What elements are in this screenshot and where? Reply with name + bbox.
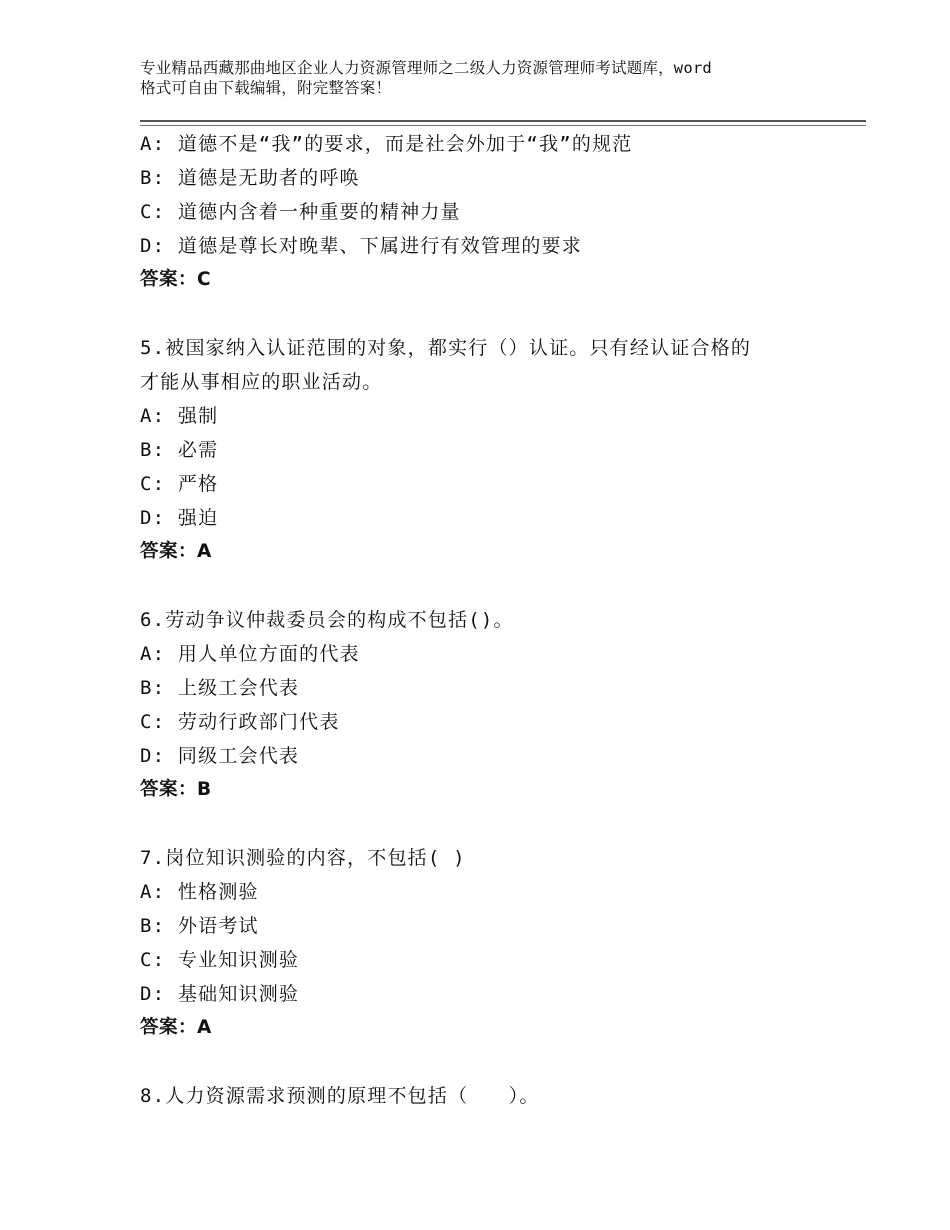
option-a: A: 用人单位方面的代表 [140, 643, 360, 665]
option-d: D: 同级工会代表 [140, 745, 300, 767]
header-divider-thick [140, 120, 866, 122]
question-5 [140, 331, 840, 569]
question-stem: 8.人力资源需求预测的原理不包括（ ）。 [140, 1085, 540, 1107]
option-b: B: 上级工会代表 [140, 677, 300, 699]
option-c: C: 劳动行政部门代表 [140, 711, 340, 733]
header-title-line-2: 格式可自由下载编辑，附完整答案！ [140, 79, 392, 97]
header-divider-thin [140, 125, 866, 126]
question-stem: 6.劳动争议仲裁委员会的构成不包括()。 [140, 609, 514, 631]
header-title-line-1: 专业精品西藏那曲地区企业人力资源管理师之二级人力资源管理师考试题库，word [140, 59, 712, 77]
option-a: A: 强制 [140, 405, 219, 427]
question-8 [140, 1079, 840, 1113]
answer-line: 答案：B [140, 779, 212, 800]
option-a: A: 性格测验 [140, 881, 259, 903]
question-6 [140, 603, 840, 807]
option-d: D: 道德是尊长对晚辈、下属进行有效管理的要求 [140, 235, 582, 257]
answer-line: 答案：C [140, 269, 212, 290]
answer-line: 答案：A [140, 1017, 212, 1038]
option-b: B: 必需 [140, 439, 219, 461]
option-c: C: 专业知识测验 [140, 949, 300, 971]
document-header [140, 58, 840, 98]
question-list [140, 127, 840, 1113]
option-c: C: 道德内含着一种重要的精神力量 [140, 201, 461, 223]
option-b: B: 道德是无助者的呼唤 [140, 167, 360, 189]
option-b: B: 外语考试 [140, 915, 259, 937]
question-stem: 7.岗位知识测验的内容，不包括( ) [140, 847, 466, 869]
question-spacer [140, 297, 840, 331]
question-spacer [140, 1045, 840, 1079]
answer-line: 答案：A [140, 541, 212, 562]
option-d: D: 强迫 [140, 507, 219, 529]
question-spacer [140, 807, 840, 841]
question-spacer [140, 569, 840, 603]
option-a: A: 道德不是“我”的要求，而是社会外加于“我”的规范 [140, 133, 633, 155]
question-stem-line-2: 才能从事相应的职业活动。 [140, 371, 383, 393]
option-d: D: 基础知识测验 [140, 983, 300, 1005]
question-4 [140, 127, 840, 297]
option-c: C: 严格 [140, 473, 219, 495]
question-stem-line-1: 5.被国家纳入认证范围的对象，都实行（）认证。只有经认证合格的 [140, 337, 752, 359]
question-7 [140, 841, 840, 1045]
